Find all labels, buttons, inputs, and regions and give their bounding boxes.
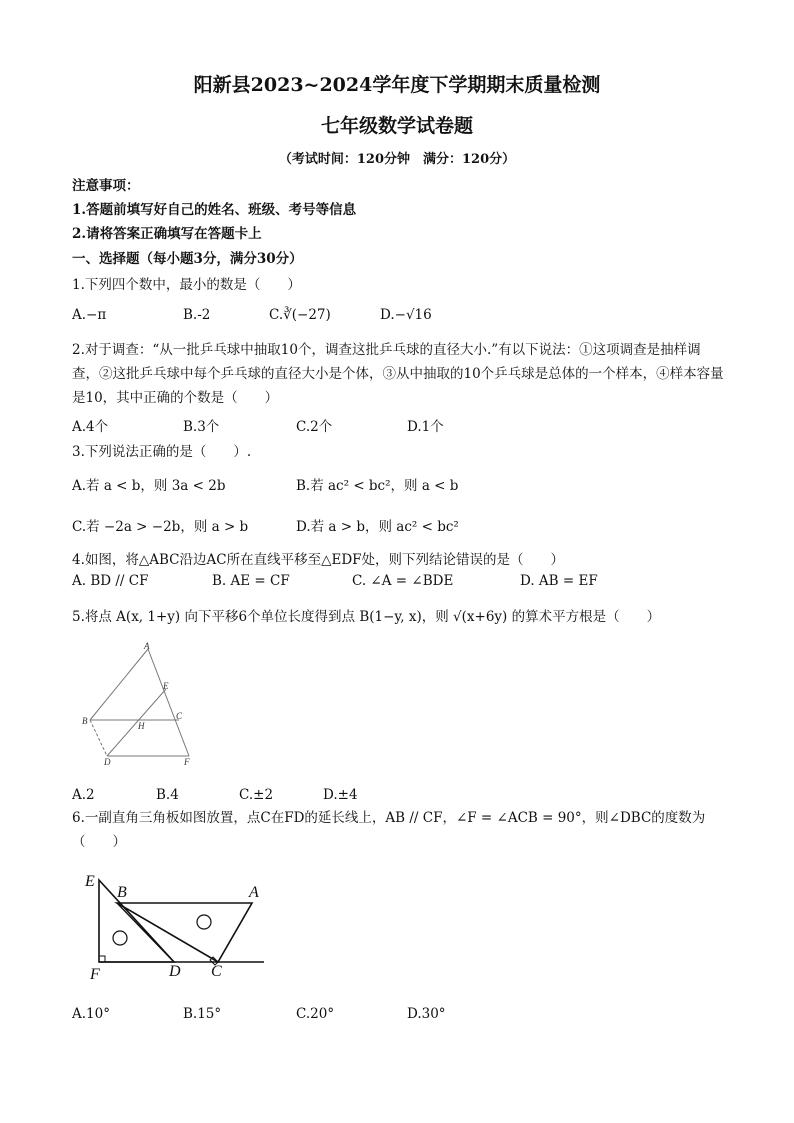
q5-stem: 5.将点 A(x, 1+y) 向下平移6个单位长度得到点 B(1−y, x)，则 √(x+6y) 的算术平方根是（ ） <box>72 609 661 625</box>
q6-option-c: C.20° <box>296 1006 335 1022</box>
q3-option-d: D.若 a > b，则 ac² < bc² <box>296 519 459 535</box>
q5-option-d: D.±4 <box>323 787 358 803</box>
q1-stem: 1.下列四个数中，最小的数是（ ） <box>72 277 301 293</box>
q2-option-d: D.1个 <box>407 419 444 435</box>
q1-option-d: D.−√16 <box>380 307 432 323</box>
hole-circle-2 <box>197 915 211 929</box>
q4-option-a: A. BD // CF <box>72 573 149 589</box>
q4-translation-figure <box>78 640 208 770</box>
q2-option-b: B.3个 <box>183 419 220 435</box>
section-heading: 一、选择题（每小题3分，满分30分） <box>72 251 303 267</box>
q4-option-b: B. AE = CF <box>212 573 290 589</box>
label-h: H <box>138 721 145 731</box>
label-e: E <box>163 681 169 691</box>
segment-bd-dashed <box>90 720 107 756</box>
q6-option-b: B.15° <box>183 1006 222 1022</box>
right-angle-f <box>99 956 105 962</box>
q6-stem: 6.一副直角三角板如图放置，点C在FD的延长线上，AB // CF，∠F = ∠ACB = 90°，则∠DBC的度数为（ ） <box>72 810 706 850</box>
q6-triangle-set-figure <box>72 866 272 986</box>
q1-option-a: A.−π <box>72 307 107 323</box>
segment-bd <box>117 903 174 962</box>
label-c: C <box>211 963 222 980</box>
q6-option-d: D.30° <box>407 1006 446 1022</box>
label-e: E <box>85 873 95 890</box>
q3-stem: 3.下列说法正确的是（ ）. <box>72 444 252 460</box>
q2-stem: 2.对于调查：“从一批乒乓球中抽取10个，调查这批乒乓球的直径大小.”有以下说法：①这项调查是抽样调查，②这批乒乓球中每个乒乓球的直径大小是个体，③从中抽取的10个乒乓球是总体的一个样本，④样本容量是10，其中正确的个数是（ ） <box>72 342 724 406</box>
exam-info: （考试时间：120分钟 满分：120分） <box>278 152 516 167</box>
label-a: A <box>249 884 259 901</box>
label-b: B <box>117 884 127 901</box>
q2-option-c: C.2个 <box>296 419 333 435</box>
label-d: D <box>104 757 111 767</box>
segment-ed <box>107 689 166 756</box>
q4-option-c: C. ∠A = ∠BDE <box>352 573 454 589</box>
q3-option-a: A.若 a < b，则 3a < 2b <box>72 478 226 494</box>
notes-heading: 注意事项： <box>72 178 140 194</box>
exam-subject-title: 七年级数学试卷题 <box>320 115 473 137</box>
q6-option-a: A.10° <box>72 1006 110 1022</box>
label-d: D <box>169 963 181 980</box>
q4-stem: 4.如图，将△ABC沿边AC所在直线平移至△EDF处，则下列结论错误的是（ ） <box>72 552 565 568</box>
label-b: B <box>82 716 88 726</box>
exam-title: 阳新县2023~2024学年度下学期期末质量检测 <box>193 74 601 96</box>
q3-option-c: C.若 −2a > −2b，则 a > b <box>72 519 249 535</box>
q5-option-c: C.±2 <box>239 787 274 803</box>
label-f: F <box>90 966 100 983</box>
label-a: A <box>144 641 150 651</box>
label-f: F <box>184 757 190 767</box>
notes-item-1: 1.答题前填写好自己的姓名、班级、考号等信息 <box>72 202 357 218</box>
q3-option-b: B.若 ac² < bc²，则 a < b <box>296 478 459 494</box>
q5-option-a: A.2 <box>72 787 95 803</box>
hole-circle-1 <box>113 931 127 945</box>
q2-option-a: A.4个 <box>72 419 109 435</box>
q4-option-d: D. AB = EF <box>520 573 598 589</box>
notes-item-2: 2.请将答案正确填写在答题卡上 <box>72 226 262 242</box>
triangle-bac <box>117 903 252 962</box>
q1-option-c: C.∛(−27) <box>269 307 331 323</box>
label-c: C <box>176 711 183 721</box>
q1-option-b: B.-2 <box>183 307 211 323</box>
segment-ab <box>90 649 148 720</box>
q5-option-b: B.4 <box>156 787 179 803</box>
